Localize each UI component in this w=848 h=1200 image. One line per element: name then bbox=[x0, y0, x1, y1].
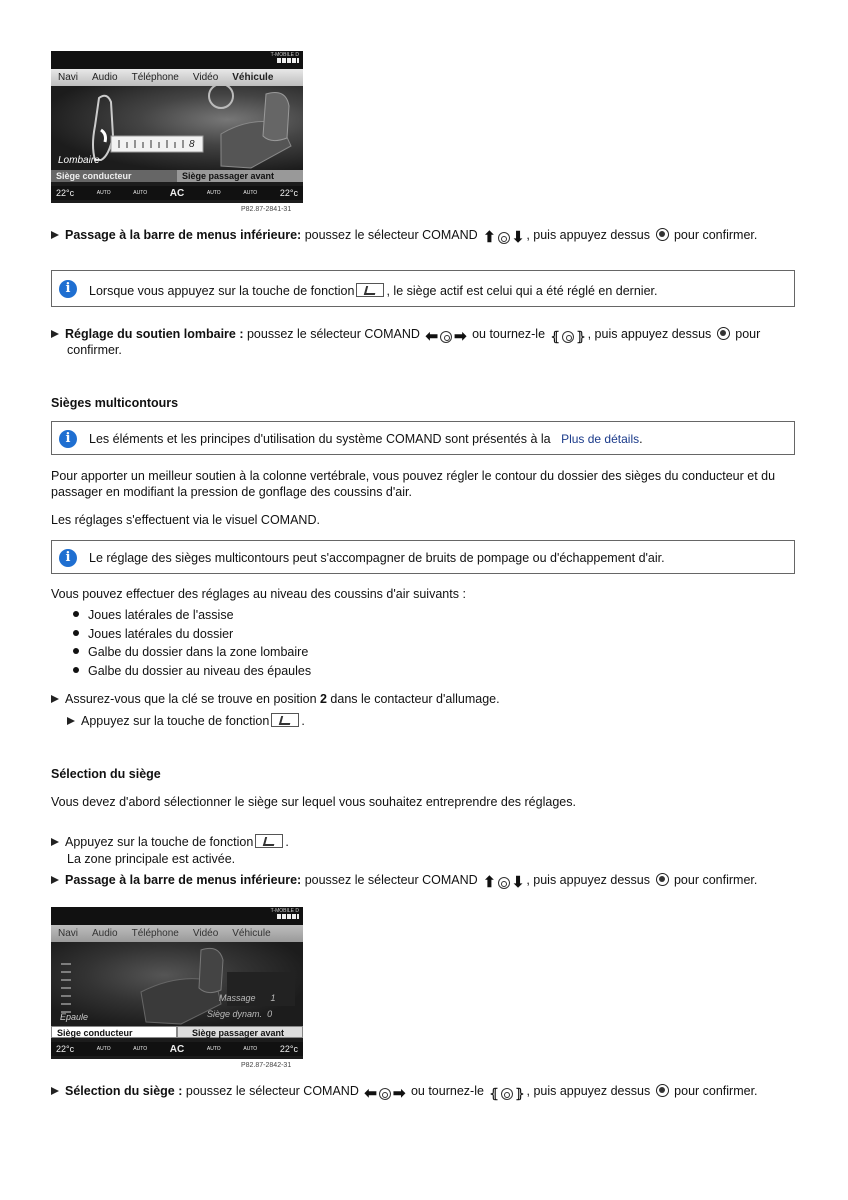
dynamic-seat-label: Siège dynam. 0 bbox=[207, 1009, 273, 1019]
info-icon: i bbox=[59, 549, 77, 567]
info-icon: i bbox=[59, 280, 77, 298]
selector-rotate-icon: ⦃ ⦄ bbox=[489, 1086, 525, 1101]
figure-caption-2: P82.87-2842-31 bbox=[241, 1062, 292, 1069]
step-lumbar-line2: confirmer. bbox=[67, 343, 122, 357]
scale-value: 8 bbox=[189, 139, 195, 150]
info-note-3: i Le réglage des sièges multicontours peut s'accompagner de bruits de pompage ou d'échappement d'air. bbox=[51, 540, 795, 574]
details-link[interactable]: Plus de détails bbox=[561, 432, 640, 446]
paragraph-intro: Pour apporter un meilleur soutien à la colonne vertébrale, vous pouvez régler le contour du dossier des sièges du conducteur et du bbox=[51, 469, 776, 483]
selector-left-right-icon: ⬅ ➡ bbox=[364, 1085, 406, 1102]
selector-left-right-icon: ⬅ ➡ bbox=[425, 328, 467, 345]
seat-tabs bbox=[51, 1026, 303, 1038]
seat-key-icon bbox=[356, 283, 384, 297]
step-menu-bar-2: Passage à la barre de menus inférieure: poussez le sélecteur COMAND ⬆ ⬇ , puis appuyez dessus pour confirmer. bbox=[51, 873, 757, 889]
press-icon bbox=[717, 327, 730, 340]
list-item: Joues latérales du dossier bbox=[88, 627, 234, 641]
signal-icon bbox=[277, 914, 299, 919]
menu-video: Vidéo bbox=[192, 928, 219, 939]
bullet-dot bbox=[73, 648, 79, 654]
comand-screen-lumbar bbox=[51, 51, 303, 203]
climate-bar bbox=[51, 186, 303, 200]
seat-tabs bbox=[51, 170, 303, 182]
arrow-bullet-icon bbox=[51, 876, 59, 884]
carrier-label: T-MOBILE D bbox=[270, 908, 299, 914]
arrow-bullet-icon bbox=[51, 330, 59, 338]
menu-video: Vidéo bbox=[192, 72, 219, 83]
seat-key-icon bbox=[271, 713, 299, 727]
menu-telephone: Téléphone bbox=[131, 72, 179, 83]
list-item: Galbe du dossier dans la zone lombaire bbox=[88, 645, 309, 659]
auto-3: AUTO bbox=[206, 1046, 221, 1052]
menu-audio: Audio bbox=[92, 72, 118, 83]
menu-bar bbox=[51, 69, 303, 86]
comand-screen-seat-select bbox=[51, 907, 303, 1059]
auto-2: AUTO bbox=[133, 190, 148, 196]
tab-passenger-seat: Siège passager avant bbox=[177, 170, 303, 182]
signal-icon bbox=[277, 58, 299, 63]
menu-navi: Navi bbox=[58, 928, 79, 939]
step-result: La zone principale est activée. bbox=[67, 852, 236, 866]
info-note-1: i Lorsque vous appuyez sur la touche de fonction , le siège actif est celui qui a été réglé en dernier. bbox=[51, 270, 795, 307]
status-bar bbox=[51, 51, 303, 69]
arrow-bullet-icon bbox=[51, 231, 59, 239]
selector-up-down-icon: ⬆ ⬇ bbox=[483, 229, 525, 246]
section-heading-seat-selection: Sélection du siège bbox=[51, 767, 161, 781]
list-item: Galbe du dossier au niveau des épaules bbox=[88, 664, 312, 678]
climate-bar bbox=[51, 1042, 303, 1056]
paragraph-cushions: Vous pouvez effectuer des réglages au niveau des coussins d'air suivants : bbox=[51, 587, 466, 601]
step-function-key-2: Appuyez sur la touche de fonction . bbox=[51, 834, 289, 849]
press-icon bbox=[656, 1084, 669, 1097]
seat-display bbox=[51, 86, 303, 170]
arrow-bullet-icon bbox=[51, 695, 59, 703]
info-icon: i bbox=[59, 430, 77, 448]
auto-1: AUTO bbox=[96, 190, 111, 196]
selector-up-down-icon: ⬆ ⬇ bbox=[483, 874, 525, 891]
tab-driver-seat: Siège conducteur bbox=[51, 170, 177, 182]
seat-key-icon bbox=[255, 834, 283, 848]
section-heading-multicontour: Sièges multicontours bbox=[51, 396, 179, 410]
menu-vehicule: Véhicule bbox=[232, 72, 274, 83]
auto-3: AUTO bbox=[206, 190, 221, 196]
paragraph-comand: Les réglages s'effectuent via le visuel COMAND. bbox=[51, 513, 320, 527]
massage-label: Massage 1 bbox=[219, 993, 276, 1003]
paragraph-intro-2: passager en modifiant la pression de gonflage des coussins d'air. bbox=[51, 485, 412, 499]
setting-label: Lombaire bbox=[58, 155, 100, 166]
menu-navi: Navi bbox=[58, 72, 79, 83]
temp-right: 22°c bbox=[279, 188, 298, 198]
setting-label: Epaule bbox=[60, 1012, 89, 1022]
step-ignition: Assurez-vous que la clé se trouve en position 2 dans le contacteur d'allumage. bbox=[51, 692, 500, 706]
bullet-dot bbox=[73, 611, 79, 617]
auto-4: AUTO bbox=[243, 1046, 258, 1052]
ac-label: AC bbox=[169, 1043, 185, 1055]
step-seat-select: Sélection du siège : poussez le sélecteur COMAND ⬅ ➡ ou tournez-le ⦃ ⦄ , puis appuyez dessus pour confirmer. bbox=[51, 1084, 758, 1102]
arrow-bullet-icon bbox=[51, 838, 59, 846]
auto-4: AUTO bbox=[243, 190, 258, 196]
temp-left: 22°c bbox=[56, 188, 75, 198]
menu-telephone: Téléphone bbox=[131, 928, 179, 939]
seat-display bbox=[51, 942, 303, 1025]
arrow-bullet-icon bbox=[67, 717, 75, 725]
temp-left: 22°c bbox=[56, 1044, 75, 1054]
step-function-key: Appuyez sur la touche de fonction . bbox=[67, 713, 305, 728]
arrow-bullet-icon bbox=[51, 1087, 59, 1095]
ac-label: AC bbox=[169, 187, 185, 199]
carrier-label: T-MOBILE D bbox=[270, 52, 299, 58]
auto-1: AUTO bbox=[96, 1046, 111, 1052]
bullet-dot bbox=[73, 630, 79, 636]
menu-audio: Audio bbox=[92, 928, 118, 939]
auto-2: AUTO bbox=[133, 1046, 148, 1052]
menu-vehicule: Véhicule bbox=[232, 928, 271, 939]
info-note-2: i Les éléments et les principes d'utilisation du système COMAND sont présentés à la Plus de détails. bbox=[51, 421, 795, 455]
press-icon bbox=[656, 873, 669, 886]
step-lumbar: Réglage du soutien lombaire : poussez le sélecteur COMAND ⬅ ➡ ou tournez-le ⦃ ⦄ , puis appuyez dessus pour bbox=[51, 327, 760, 345]
tab-passenger-seat: Siège passager avant bbox=[177, 1026, 303, 1038]
selector-rotate-icon: ⦃ ⦄ bbox=[550, 329, 586, 344]
status-bar bbox=[51, 907, 303, 925]
press-icon bbox=[656, 228, 669, 241]
list-item: Joues latérales de l'assise bbox=[88, 608, 234, 622]
temp-right: 22°c bbox=[279, 1044, 298, 1054]
step-menu-bar: Passage à la barre de menus inférieure: poussez le sélecteur COMAND ⬆ ⬇ , puis appuyez dessus pour confirmer. bbox=[51, 228, 757, 244]
figure-caption-1: P82.87-2841-31 bbox=[241, 206, 292, 213]
paragraph-seat-selection: Vous devez d'abord sélectionner le siège sur lequel vous souhaitez entreprendre des réglages. bbox=[51, 795, 576, 809]
bullet-dot bbox=[73, 667, 79, 673]
tab-driver-seat: Siège conducteur bbox=[51, 1026, 177, 1038]
menu-bar bbox=[51, 925, 303, 942]
